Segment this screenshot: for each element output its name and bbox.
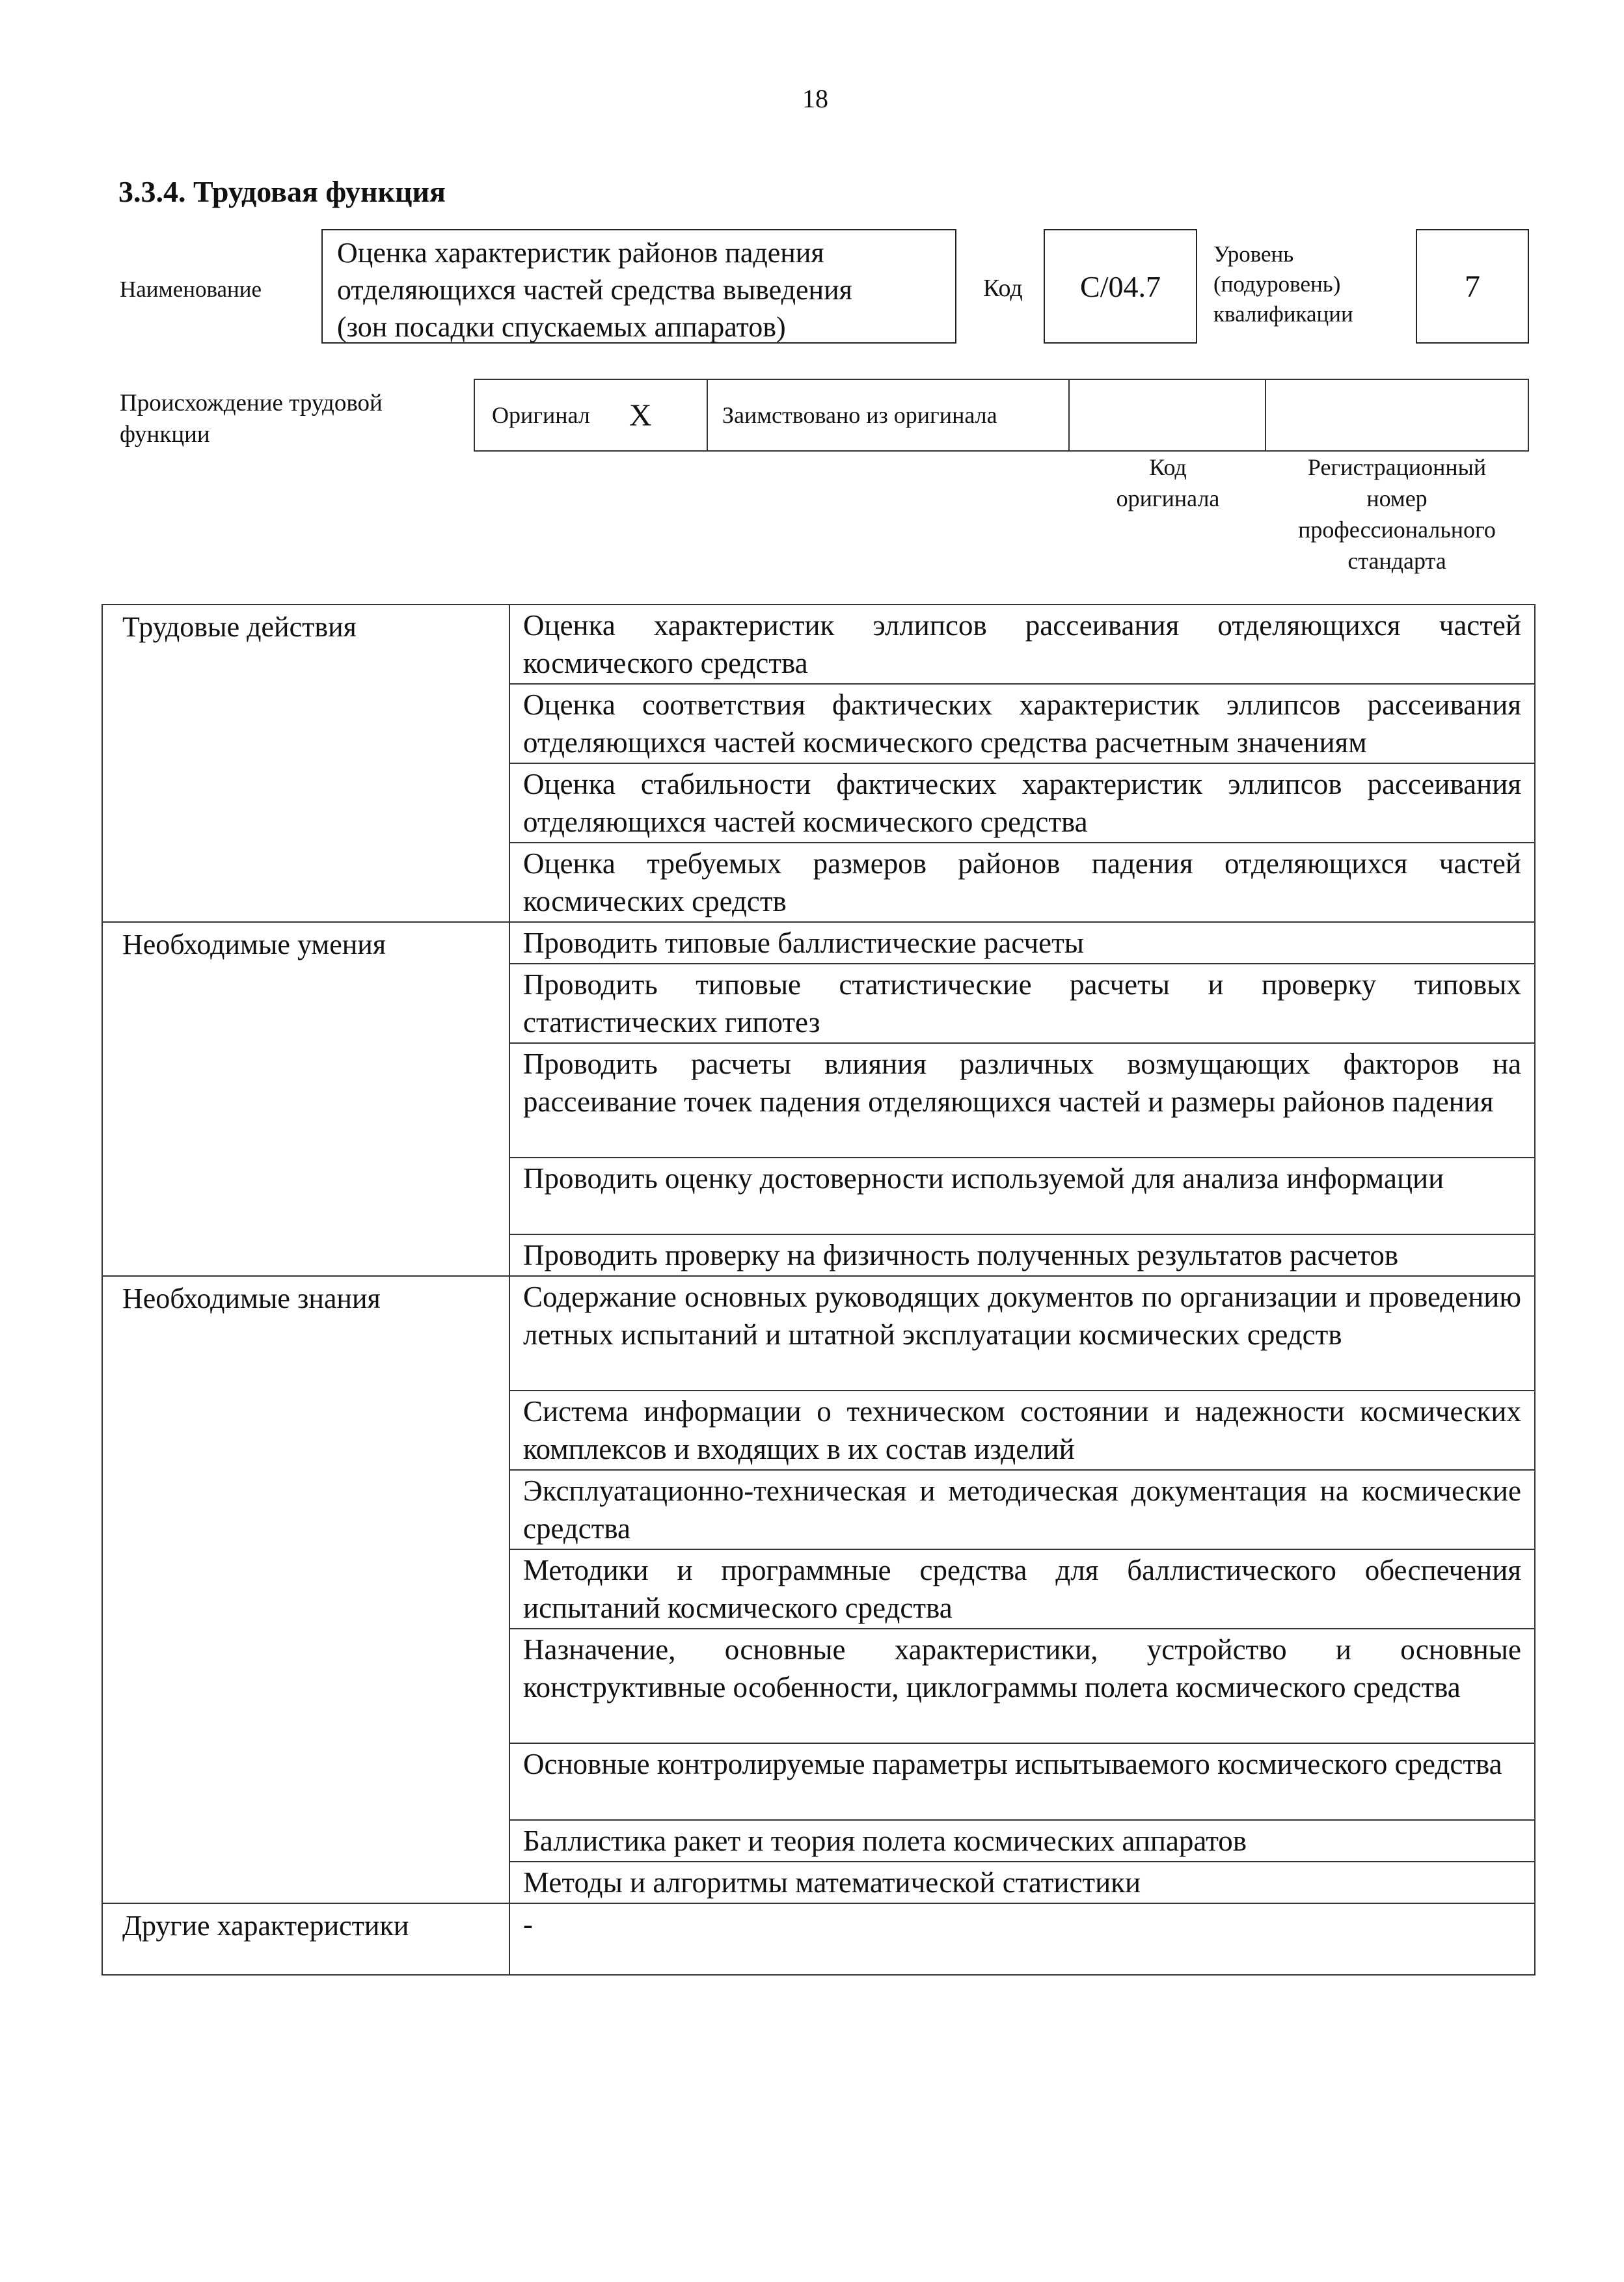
function-name-box <box>321 229 956 344</box>
level-label-line: Уровень <box>1213 241 1294 267</box>
level-label-line: (подуровень) <box>1213 271 1341 297</box>
registration-number-cell <box>1265 380 1529 450</box>
reg-number-caption <box>1265 452 1529 577</box>
table-cell: Назначение, основные характеристики, устройство и основные конструктивные особенности, циклограммы полета космического средства <box>509 1629 1535 1743</box>
function-name-line: (зон посадки спускаемых аппаратов) <box>337 311 786 343</box>
section-heading: Другие характеристики <box>102 1903 509 1975</box>
table-cell: Оценка соответствия фактических характеристик эллипсов рассеивания отделяющихся частей космического средства расчетным значениям <box>509 684 1535 763</box>
table-cell: Баллистика ракет и теория полета космических аппаратов <box>509 1820 1535 1862</box>
function-details-table <box>102 604 1536 1976</box>
original-label: Оригинал <box>492 402 590 428</box>
caption-line: профессионального <box>1298 517 1496 543</box>
table-cell: Проводить типовые статистические расчеты и проверку типовых статистических гипотез <box>509 964 1535 1043</box>
level-label-line: квалификации <box>1213 301 1353 327</box>
function-name-line: Оценка характеристик районов падения <box>337 237 824 269</box>
table-cell: Методики и программные средства для баллистического обеспечения испытаний космического средства <box>509 1549 1535 1629</box>
table-cell: - <box>509 1903 1535 1975</box>
table-cell: Оценка стабильности фактических характеристик эллипсов рассеивания отделяющихся частей космического средства <box>509 763 1535 843</box>
code-label: Код <box>983 275 1023 302</box>
table-row <box>102 1276 1535 1391</box>
original-code-cell <box>1068 380 1265 450</box>
section-heading: Необходимые умения <box>102 922 509 1276</box>
table-cell: Проводить типовые баллистические расчеты <box>509 922 1535 964</box>
table-cell: Методы и алгоритмы математической статистики <box>509 1862 1535 1903</box>
table-cell: Оценка требуемых размеров районов падения отделяющихся частей космических средств <box>509 843 1535 922</box>
table-cell: Эксплуатационно-техническая и методическая документация на космические средства <box>509 1470 1535 1549</box>
table-cell: Проводить расчеты влияния различных возмущающих факторов на рассеивание точек падения отделяющихся частей и размеры районов падения <box>509 1043 1535 1158</box>
table-cell: Проводить оценку достоверности используемой для анализа информации <box>509 1158 1535 1234</box>
table-cell: Основные контролируемые параметры испытываемого космического средства <box>509 1743 1535 1820</box>
code-value: С/04.7 <box>1044 229 1197 344</box>
code-original-caption <box>1070 452 1266 514</box>
table-cell: Система информации о техническом состоянии и надежности космических комплексов и входящих в их состав изделий <box>509 1391 1535 1470</box>
page-number: 18 <box>802 84 828 113</box>
section-heading: Необходимые знания <box>102 1276 509 1903</box>
table-row <box>102 922 1535 964</box>
table-row <box>102 604 1535 684</box>
origin-label <box>120 388 383 450</box>
table-cell: Оценка характеристик эллипсов рассеивания отделяющихся частей космического средства <box>509 604 1535 684</box>
section-title: 3.3.4. Трудовая функция <box>118 175 446 208</box>
function-name-line: отделяющихся частей средства выведения <box>337 274 852 306</box>
caption-line: Код <box>1149 454 1187 480</box>
section-heading: Трудовые действия <box>102 604 509 922</box>
table-cell: Проводить проверку на физичность полученных результатов расчетов <box>509 1234 1535 1276</box>
caption-line: оригинала <box>1116 485 1220 511</box>
level-label <box>1213 239 1353 329</box>
original-mark: X <box>629 398 652 433</box>
name-label: Наименование <box>120 277 262 302</box>
origin-row <box>474 379 1529 452</box>
caption-line: номер <box>1366 485 1428 511</box>
borrowed-cell <box>707 380 1068 450</box>
level-value: 7 <box>1416 229 1529 344</box>
caption-line: Регистрационный <box>1307 454 1487 480</box>
origin-label-line: функции <box>120 421 210 448</box>
table-cell: Содержание основных руководящих документов по организации и проведению летных испытаний и штатной эксплуатации космических средств <box>509 1276 1535 1391</box>
table-row <box>102 1903 1535 1975</box>
borrowed-label: Заимствовано из оригинала <box>722 402 997 428</box>
origin-label-line: Происхождение трудовой <box>120 390 383 416</box>
caption-line: стандарта <box>1347 548 1446 574</box>
original-cell <box>474 380 707 450</box>
